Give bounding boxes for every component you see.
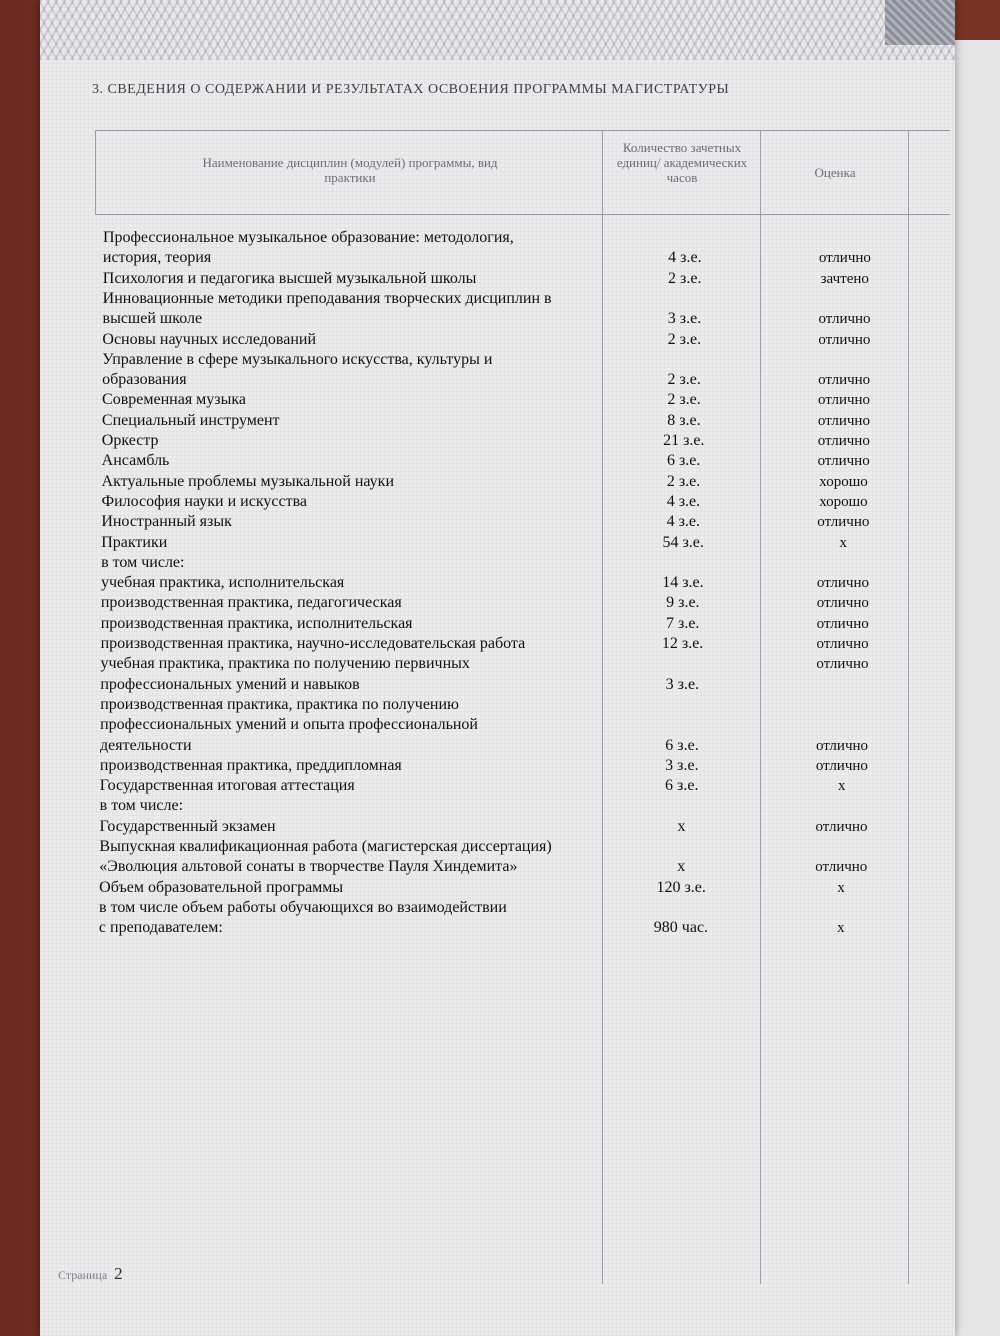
cell-name: учебная практика, практика по получению первичных	[100, 655, 470, 673]
table-row	[37, 817, 952, 837]
cell-grade: хорошо	[819, 473, 868, 490]
cell-qty: 4 з.е.	[666, 492, 701, 510]
cell-qty: 120 з.е.	[656, 878, 706, 896]
cell-name: Государственная итоговая аттестация	[99, 777, 355, 795]
page-number: 2	[114, 1264, 123, 1283]
cell-name: в том числе объем работы обучающихся во взаимодействии	[99, 898, 507, 916]
cell-name: Актуальные проблемы музыкальной науки	[101, 472, 395, 490]
header-bottom-border	[95, 214, 950, 215]
cell-grade: x	[839, 534, 847, 551]
cell-name: производственная практика, преддипломная	[99, 756, 402, 774]
cell-qty: 9 з.е.	[666, 594, 700, 612]
cell-grade: отлично	[816, 615, 869, 632]
table-row	[36, 918, 951, 938]
cell-qty: 3 з.е.	[665, 756, 699, 774]
cell-grade: отлично	[818, 311, 871, 328]
cell-name: Инновационные методики преподавания творческих дисциплин в	[102, 289, 552, 307]
table-row	[38, 492, 953, 512]
table-row	[38, 553, 953, 573]
cell-grade: отлично	[817, 433, 870, 449]
table-row	[39, 370, 954, 390]
table-left-border	[95, 130, 96, 215]
cell-grade: отлично	[816, 575, 869, 592]
cell-qty: 21 з.е.	[663, 432, 705, 449]
cell-grade: отлично	[817, 514, 870, 531]
cell-name: Профессиональное музыкальное образование: методология,	[103, 229, 514, 246]
header-qty: Количество зачетных единиц/ академических часов	[616, 140, 748, 185]
document-page	[40, 0, 955, 1336]
cell-name: Оркестр	[101, 432, 159, 449]
table-row	[39, 411, 954, 431]
table-row	[37, 715, 952, 735]
table-row	[36, 837, 951, 857]
table-row	[39, 472, 954, 492]
cell-grade: x	[838, 778, 846, 795]
table-row	[39, 451, 954, 471]
cell-qty: 2 з.е.	[667, 391, 701, 409]
cell-name: Практики	[101, 533, 168, 551]
cell-name: в том числе:	[101, 553, 185, 571]
cell-name: производственная практика, научно-исследовательская работа	[100, 635, 526, 652]
table-row	[40, 228, 955, 248]
page-label: Страница	[58, 1268, 108, 1282]
cell-name: Выпускная квалификационная работа (магистерская диссертация)	[99, 838, 552, 855]
table-row	[38, 614, 953, 634]
cell-qty: 2 з.е.	[666, 472, 701, 490]
cell-grade: хорошо	[819, 493, 868, 510]
cell-name: Философия науки и искусства	[101, 492, 308, 510]
guilloche-border	[40, 0, 955, 60]
cell-grade: отлично	[816, 636, 869, 652]
table-row	[38, 512, 953, 532]
cell-name: производственная практика, исполнительская	[100, 614, 413, 632]
header-name: Наименование дисциплин (модулей) программы, вид практики	[202, 155, 498, 185]
cell-grade: отлично	[815, 737, 869, 754]
table-top-border	[95, 130, 950, 131]
cell-grade: отлично	[818, 372, 871, 389]
cell-name: высшей школе	[102, 310, 203, 328]
cell-qty: 4 з.е.	[668, 249, 702, 267]
cell-grade: зачтено	[820, 270, 869, 287]
cell-grade: отлично	[817, 453, 870, 470]
cell-qty: 3 з.е.	[665, 675, 700, 693]
cell-name: учебная практика, исполнительская	[100, 574, 345, 592]
table-row	[40, 309, 955, 329]
table-row	[37, 796, 952, 816]
table-row	[38, 593, 953, 613]
table-row	[38, 573, 953, 593]
table-row	[36, 898, 951, 918]
cell-name: Объем образовательной программы	[99, 878, 344, 896]
cell-name: Психология и педагогика высшей музыкальной школы	[102, 269, 477, 287]
cell-qty: 12 з.е.	[661, 635, 704, 652]
cell-grade: отлично	[816, 595, 869, 612]
cell-grade: отлично	[815, 859, 868, 876]
cell-name: Иностранный язык	[101, 513, 232, 531]
table-row	[39, 330, 954, 350]
cell-name: история, теория	[102, 249, 212, 267]
cell-grade: отлично	[815, 818, 868, 835]
section-title: 3. СВЕДЕНИЯ О СОДЕРЖАНИИ И РЕЗУЛЬТАТАХ ОСВОЕНИЯ ПРОГРАММЫ МАГИСТРАТУРЫ	[92, 82, 730, 97]
cell-qty: 3 з.е.	[667, 310, 702, 328]
cell-grade: x	[837, 920, 845, 937]
guilloche-corner	[885, 0, 955, 45]
cell-name: Основы научных исследований	[102, 330, 317, 348]
cell-name: в том числе:	[99, 797, 184, 815]
cell-name: «Эволюция альтовой сонаты в творчестве Пауля Хиндемита»	[99, 858, 518, 876]
cell-qty: 6 з.е.	[665, 777, 699, 795]
cell-name: Управление в сфере музыкального искусства, культуры и	[102, 350, 493, 368]
cell-qty: x	[677, 858, 686, 876]
cell-name: с преподавателем:	[98, 919, 223, 937]
cell-grade: отлично	[817, 412, 870, 429]
table-row	[40, 289, 955, 309]
cell-grade: отлично	[815, 757, 868, 774]
cell-name: Специальный инструмент	[101, 411, 280, 429]
cell-name: Ансамбль	[101, 452, 170, 470]
cell-qty: 8 з.е.	[667, 411, 701, 429]
cell-name: образования	[102, 371, 187, 389]
table-row	[37, 776, 952, 796]
table-row	[39, 431, 954, 451]
cell-name: Современная музыка	[102, 391, 247, 409]
header-grade: Оценка	[814, 165, 856, 180]
table-row	[37, 736, 952, 756]
table-row	[36, 878, 951, 898]
table-row	[37, 695, 952, 715]
cell-qty: 2 з.е.	[667, 330, 702, 348]
cell-qty: 6 з.е.	[665, 736, 699, 754]
cell-grade: x	[837, 879, 845, 896]
table-row	[38, 634, 953, 654]
cell-name: профессиональных умений и опыта профессиональной	[100, 716, 478, 734]
table-row	[40, 248, 955, 268]
table-row	[39, 350, 954, 370]
table-row	[37, 756, 952, 776]
table-row	[39, 390, 954, 410]
cell-qty: 2 з.е.	[668, 269, 702, 287]
cell-qty: 7 з.е.	[666, 614, 700, 632]
cell-name: Государственный экзамен	[99, 817, 276, 835]
table-row	[40, 269, 955, 289]
cell-qty: x	[677, 817, 686, 835]
table-row	[37, 654, 952, 674]
cell-grade: отлично	[818, 250, 871, 267]
cell-grade: отлично	[816, 656, 869, 673]
cell-name: деятельности	[100, 736, 192, 754]
table-row	[36, 857, 951, 877]
cell-grade: отлично	[817, 392, 871, 409]
cell-name: профессиональных умений и навыков	[100, 675, 360, 693]
cell-name: производственная практика, педагогическая	[100, 594, 402, 612]
table-row	[38, 533, 953, 553]
cell-qty: 980 час.	[653, 919, 709, 937]
cell-qty: 6 з.е.	[666, 452, 701, 470]
cell-qty: 14 з.е.	[662, 574, 704, 592]
table-row	[37, 675, 952, 695]
page-footer	[58, 1264, 123, 1284]
cell-qty: 54 з.е.	[662, 533, 704, 551]
cell-name: производственная практика, практика по получению	[100, 695, 460, 713]
cell-qty: 4 з.е.	[666, 513, 701, 531]
cell-grade: отлично	[818, 331, 871, 348]
cell-qty: 2 з.е.	[667, 371, 701, 389]
